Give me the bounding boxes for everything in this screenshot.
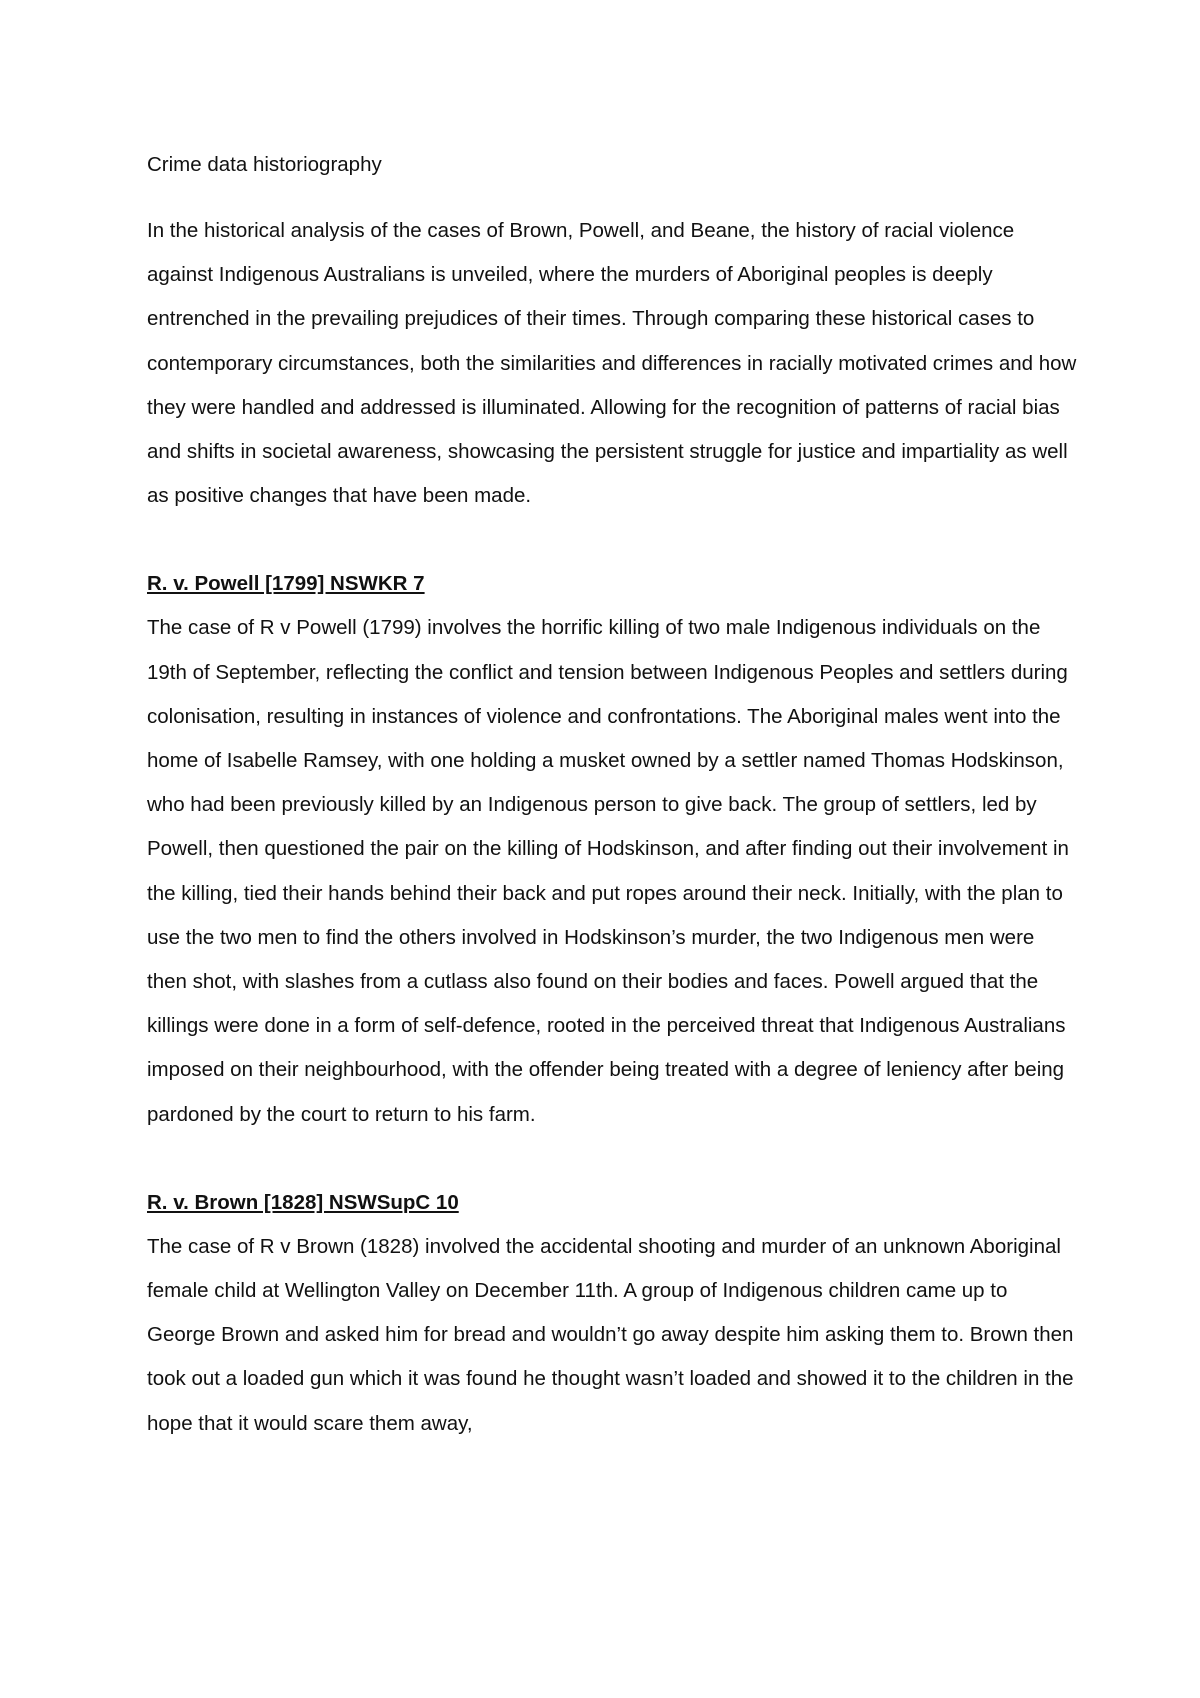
intro-paragraph: In the historical analysis of the cases of Brown, Powell, and Beane, the history of racial violence against Indigenous Australians is unveiled, where the murders of Aboriginal peoples is deeply entrenched in the prevailing prejudices of their times. Through comparing these historical cases to contemporary circumstances, both the similarities and differences in racially motivated crimes and how they were handled and addressed is illuminated. Allowing for the recognition of patterns of racial bias and shifts in societal awareness, showcasing the persistent struggle for justice and impartiality as well as positive changes that have been made. bbox=[147, 219, 1077, 508]
document-content bbox=[147, 143, 1077, 1446]
case-body-powell: The case of R v Powell (1799) involves the horrific killing of two male Indigenous individuals on the 19th of September, reflecting the conflict and tension between Indigenous Peoples and settlers during colonisation, resulting in instances of violence and confrontations. The Aboriginal males went into the home of Isabelle Ramsey, with one holding a musket owned by a settler named Thomas Hodskinson, who had been previously killed by an Indigenous person to give back. The group of settlers, led by Powell, then questioned the pair on the killing of Hodskinson, and after finding out their involvement in the killing, tied their hands behind their back and put ropes around their neck. Initially, with the plan to use the two men to find the others involved in Hodskinson’s murder, the two Indigenous men were then shot, with slashes from a cutlass also found on their bodies and faces. Powell argued that the killings were done in a form of self-defence, rooted in the perceived threat that Indigenous Australians imposed on their neighbourhood, with the offender being treated with a degree of leniency after being pardoned by the court to return to his farm. bbox=[147, 616, 1069, 1126]
case-heading-powell: R. v. Powell [1799] NSWKR 7 bbox=[147, 572, 425, 596]
case-body-brown: The case of R v Brown (1828) involved the accidental shooting and murder of an unknown Aboriginal female child at Wellington Valley on December 11th. A group of Indigenous children came up to George Brown and asked him for bread and wouldn’t go away despite him asking them to. Brown then took out a loaded gun which it was found he thought wasn’t loaded and showed it to the children in the hope that it would scare them away, bbox=[147, 1234, 1074, 1435]
case-heading-brown: R. v. Brown [1828] NSWSupC 10 bbox=[147, 1190, 459, 1214]
document-title: Crime data historiography bbox=[147, 153, 382, 176]
